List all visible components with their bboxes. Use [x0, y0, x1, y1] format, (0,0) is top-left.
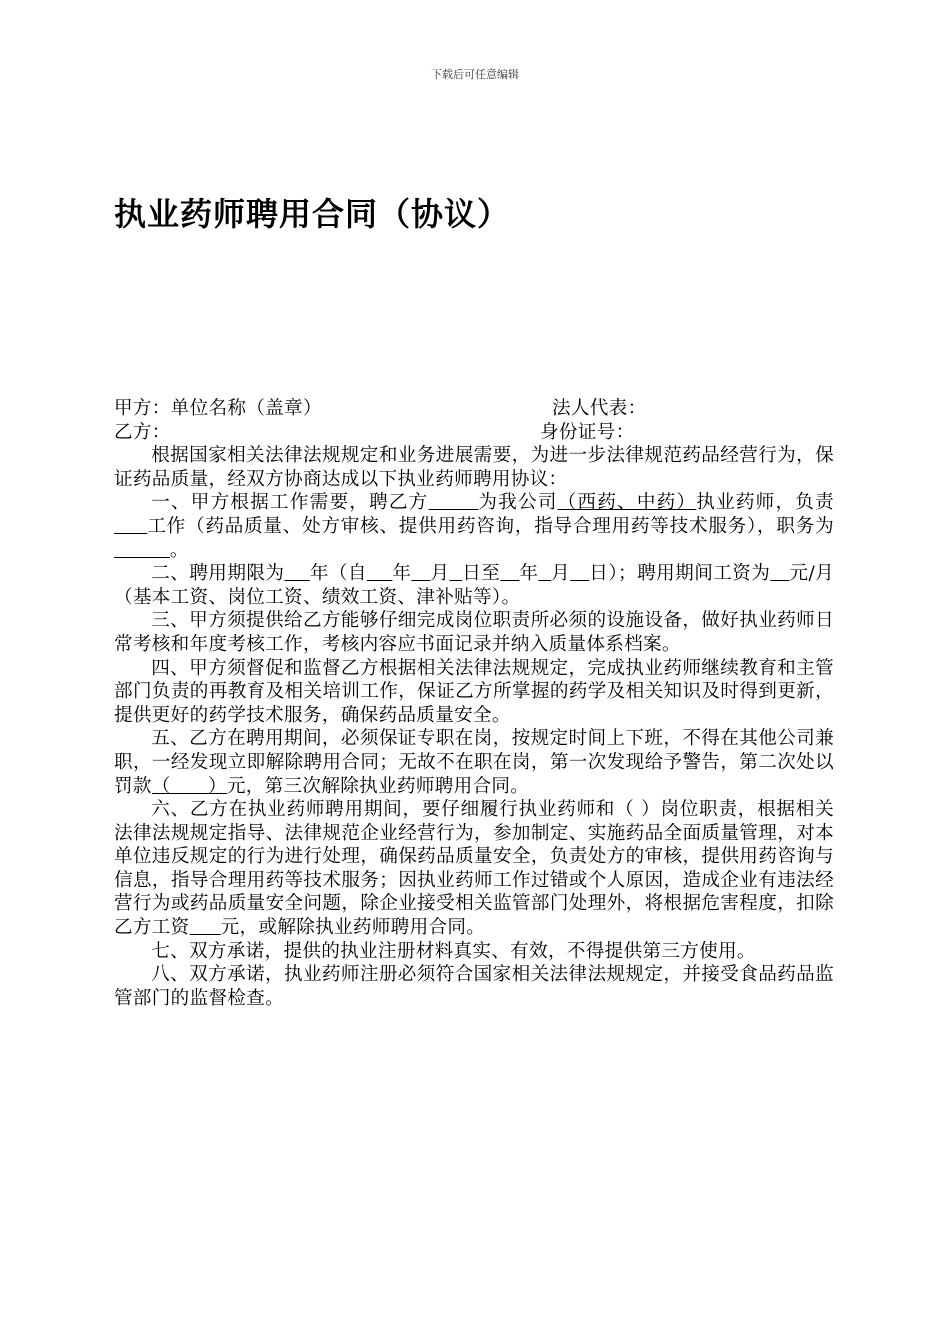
clause-5: 五、乙方在聘用期间，必须保证专职在岗，按规定时间上下班，不得在其他公司兼职，一经发现立即解除聘用合同；无故不在职在岗，第一次发现给予警告，第二次处以罚款（ ）元，第三次解除执业药师聘用合同。	[114, 728, 834, 797]
party-b-label: 乙方：	[114, 421, 171, 443]
clause-intro: 根据国家相关法律法规规定和业务进展需要，为进一步法律规范药品经营行为，保证药品质量，经双方协商达成以下执业药师聘用协议：	[114, 445, 834, 490]
clause-4: 四、甲方须督促和监督乙方根据相关法律法规规定，完成执业药师继续教育和主管部门负责的再教育及相关培训工作，保证乙方所掌握的药学及相关知识及时得到更新，提供更好的药学技术服务，确保药品质量安全。	[114, 657, 834, 726]
clause-1: 一、甲方根据工作需要，聘乙方 为我公司（西药、中药）执业药师，负责 工作（药品质量、处方审核、提供用药咨询，指导合理用药等技术服务），职务为 。	[114, 491, 834, 562]
work-scope-blank	[114, 516, 147, 537]
drug-type-fill: （西药、中药）	[557, 492, 697, 514]
fine-amount-fill: （ ）	[151, 775, 227, 797]
header-note: 下载后可任意编辑	[431, 68, 519, 81]
clause-7: 七、双方承诺，提供的执业注册材料真实、有效，不得提供第三方使用。	[151, 940, 756, 962]
legal-rep-label: 法人代表：	[552, 398, 647, 419]
position-blank	[114, 540, 170, 561]
party-b-line	[114, 421, 834, 445]
clause-3: 三、甲方须提供给乙方能够仔细完成岗位职责所必须的设施设备，做好执业药师日常考核和年度考核工作，考核内容应书面记录并纳入质量体系档案。	[114, 610, 834, 655]
clause-6: 六、乙方在执业药师聘用期间，要仔细履行执业药师和（ ）岗位职责，根据相关法律法规规定指导、法律规范企业经营行为，参加制定、实施药品全面质量管理，对本单位违反规定的行为进行处理，确保药品质量安全，负责处方的审核，提供用药咨询与信息，指导合理用药等技术服务；因执业药师工作过错或个人原因，造成企业有违法经营行为或药品质量安全问题，除企业接受相关监管部门处理外，将根据危害程度，扣除乙方工资 元，或解除执业药师聘用合同。	[114, 799, 834, 939]
salary-deduction-blank	[190, 917, 221, 938]
clause-8: 八、双方承诺，执业药师注册必须符合国家相关法律法规规定，并接受食品药品监管部门的监督检查。	[114, 964, 834, 1009]
contract-body	[114, 397, 834, 1010]
document-title: 执业药师聘用合同（协议）	[114, 195, 511, 233]
clause-2: 二、聘用期限为 年（自 年 月 日至 年 月 日）；聘用期间工资为 元/月（基本工资、岗位工资、绩效工资、津补贴等）。	[114, 563, 835, 608]
employee-name-blank	[429, 492, 479, 513]
party-a-line	[114, 397, 834, 421]
party-a-label: 甲方：单位名称（盖章）	[114, 398, 322, 419]
id-number-label: 身份证号：	[540, 421, 635, 443]
